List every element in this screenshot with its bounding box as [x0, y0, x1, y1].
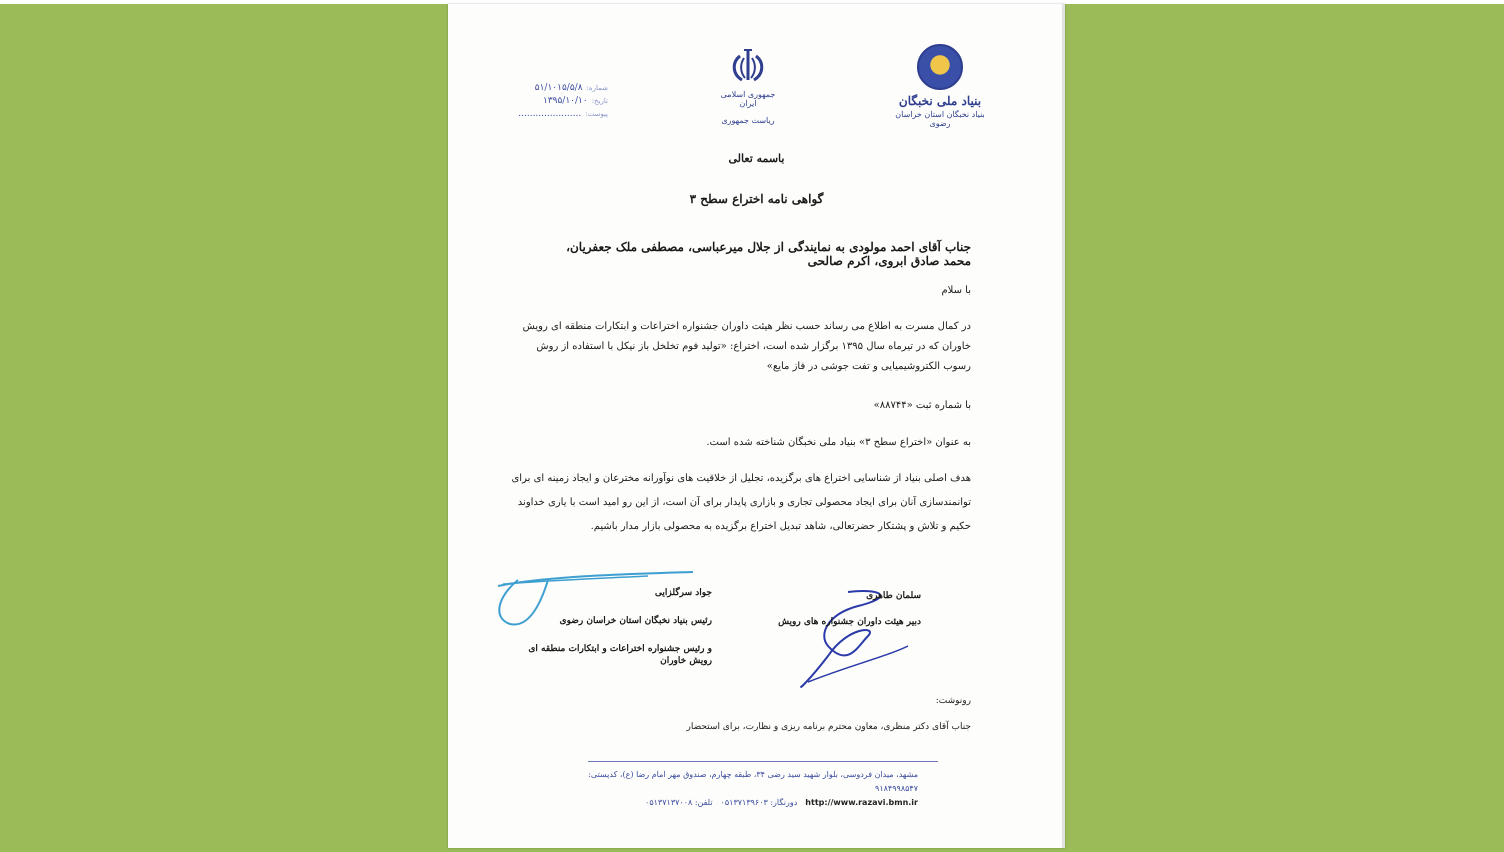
certificate-title: گواهی نامه اختراع سطح ۳ [689, 192, 824, 206]
left-signatory [512, 587, 712, 667]
org-branch: بنیاد نخبگان استان خراسان رضوی [895, 110, 985, 128]
ref-number-value: ۵۱/۱۰۱۵/۵/۸ [534, 83, 583, 93]
reference-block [508, 82, 608, 121]
paragraph-purpose: هدف اصلی بنیاد از شناسایی اختراع های برگزیده، تجلیل از خلاقیت های نوآورانه مخترعان و ایجاد زمینه ای برای توانمندسازی آنان برای ایجاد محصولی تجاری و بازاری پایدار برای آن است، از این رو امید است با یاری خداوند حکیم و تلاش و پشتکار حضرتعالی، شاهد تبدیل اختراع برگزیده به محصولی بازار مدار باشیم. [511, 473, 971, 532]
attachment-label: پیوست: [585, 110, 608, 118]
paragraph-registration: با شماره ثبت «۸۸۷۴۴» [873, 400, 971, 411]
iran-emblem-icon [726, 46, 770, 86]
footer-phone: تلفن: ۰۵۱۳۷۱۳۷۰۰۸ [645, 798, 713, 807]
footer-address: مشهد، میدان فردوسی، بلوار شهید سید رضی ۳۴، طبقه چهارم، صندوق مهر امام رضا (ع)، کدپستی: ۹۱۸۴۹۹۸۵۴۷ [588, 770, 918, 793]
attachment-row [508, 108, 608, 121]
date-label: تاریخ: [591, 97, 608, 105]
date-value: ۱۳۹۵/۱۰/۱۰ [542, 96, 588, 106]
right-signatory-name: سلمان طاهری [866, 591, 921, 601]
invocation: باسمه تعالی [728, 152, 785, 165]
ref-number-label: شماره: [586, 84, 608, 92]
recipient-line: جناب آقای احمد مولودی به نمایندگی از جلال میرعباسی، مصطفی ملک جعفریان، محمد صادق ابروی، اکرم صالحی [566, 240, 971, 268]
attachment-value: ...................... [518, 109, 582, 119]
foundation-logo [885, 44, 995, 128]
emblem-line1: جمهوری اسلامی ایران [720, 90, 776, 108]
ref-number-row [508, 82, 608, 95]
footer [588, 768, 918, 810]
footer-fax: دورنگار: ۰۵۱۳۷۱۳۹۶۰۳ [720, 798, 798, 807]
org-name: بنیاد ملی نخبگان [898, 94, 982, 108]
left-signatory-title1: رئیس بنیاد نخبگان استان خراسان رضوی [559, 616, 712, 626]
footer-phones [588, 796, 918, 810]
iran-emblem [718, 46, 778, 125]
right-signatory [741, 590, 921, 628]
cc-line: جناب آقای دکتر منظری، معاون محترم برنامه ریزی و نظارت، برای استحضار [686, 722, 971, 732]
greeting: با سلام [941, 285, 971, 296]
left-signatory-title2: و رئیس جشنواره اختراعات و ابتکارات منطقه ای رویش خاوران [528, 644, 712, 666]
footer-divider [588, 761, 938, 762]
paragraph-recognition: به عنوان «اختراع سطح ۳» بنیاد ملی نخبگان شناخته شده است. [706, 437, 971, 448]
cc-label: رونوشت: [935, 696, 971, 706]
certificate-page [448, 4, 1065, 848]
left-signatory-name: جواد سرگلزایی [654, 588, 712, 598]
paragraph-invention: در کمال مسرت به اطلاع می رساند حسب نظر هیئت داوران جشنواره اختراعات و ابتکارات منطقه ای رویش خاوران که در تیرماه سال ۱۳۹۵ برگزار شده است، اختراع: «تولید فوم تخلخل باز نیکل با استفاده از روش رسوب الکتروشیمیایی و تفت جوشی در فاز مایع» [522, 321, 971, 372]
page-edge [1062, 4, 1065, 848]
emblem-line2: ریاست جمهوری [721, 116, 775, 125]
footer-url[interactable]: http://www.razavi.bmn.ir [805, 798, 918, 807]
carbon-copy [686, 688, 971, 740]
foundation-seal-icon [917, 44, 963, 90]
right-signatory-title: دبیر هیئت داوران جشنواره های رویش [778, 617, 921, 627]
date-row [508, 95, 608, 108]
